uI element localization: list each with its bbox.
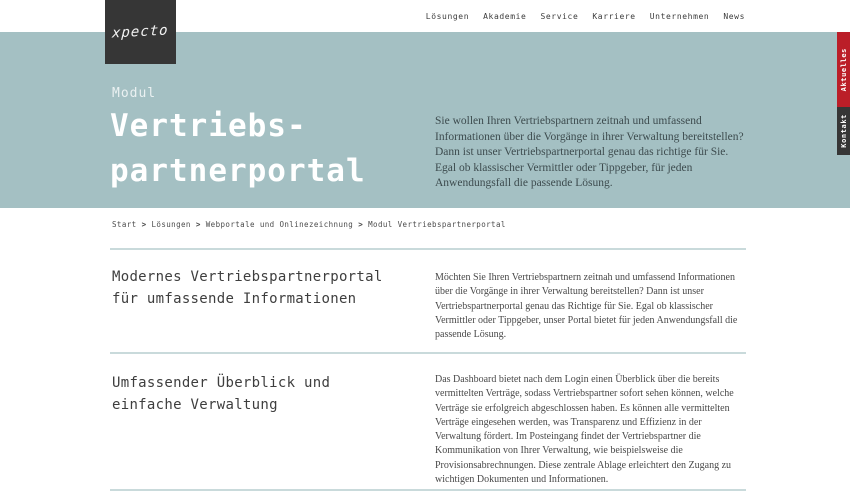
nav-item-loesungen[interactable]: Lösungen (425, 11, 470, 21)
section-heading-ueberblick: Umfassender Überblick und einfache Verwaltung (112, 375, 331, 413)
side-tab-aktuelles[interactable] (837, 32, 850, 107)
breadcrumb (112, 220, 506, 229)
divider (110, 489, 746, 491)
divider (110, 248, 746, 250)
breadcrumb-item-current: Modul Vertriebspartnerportal (368, 220, 506, 229)
logo-text: xpecto (111, 22, 170, 42)
chevron-right-icon: > (141, 220, 147, 229)
section-body-modernes-portal: Möchten Sie Ihren Vertriebspartnern zeitnah und umfassend Informationen über die Vorgänge in ihrer Verwaltung bereitstellen? Dann ist unser Vertriebspartnerportal genau das Richtige für Sie. Egal ob klassischer Vermittler oder Tippgeber, unser Portal bietet für jeden Anwendungsfall die passende Lösung. (435, 272, 738, 341)
divider (110, 352, 746, 354)
side-tab-kontakt-label: Kontakt (839, 114, 848, 148)
breadcrumb-item-start[interactable]: Start (112, 220, 137, 229)
hero-description: Sie wollen Ihren Vertriebspartnern zeitnah und umfassend Informationen über die Vorgänge in ihrer Verwaltung bereitstellen? Dann ist unser Vertriebspartnerportal genau das richtige für Sie. Egal ob klassischer Vermittler oder Tippgeber, für jeden Anwendungsfall die passende Lösung. (435, 115, 744, 189)
nav-item-unternehmen[interactable]: Unternehmen (649, 11, 710, 21)
section-heading-modernes-portal: Modernes Vertriebspartnerportal für umfassende Informationen (112, 269, 383, 307)
side-tab-kontakt[interactable] (837, 107, 850, 155)
chevron-right-icon: > (195, 220, 201, 229)
page-title-line-1: Vertriebs- (110, 108, 307, 144)
hero-eyebrow: Modul (112, 86, 157, 101)
logo[interactable] (105, 0, 176, 64)
nav-item-karriere[interactable]: Karriere (592, 11, 636, 21)
nav-item-news[interactable]: News (723, 11, 745, 21)
nav-item-akademie[interactable]: Akademie (483, 11, 527, 21)
breadcrumb-item-loesungen[interactable]: Lösungen (151, 220, 191, 229)
chevron-right-icon: > (358, 220, 364, 229)
breadcrumb-item-webportale[interactable]: Webportale und Onlinezeichnung (205, 220, 354, 229)
nav-item-service[interactable]: Service (540, 11, 579, 21)
side-tab-aktuelles-label: Aktuelles (839, 47, 848, 92)
main-nav (426, 0, 745, 32)
page-title-line-2: partnerportal (110, 153, 366, 189)
page-title (110, 104, 366, 194)
section-body-ueberblick: Das Dashboard bietet nach dem Login einen Überblick über die bereits vermittelten Verträge, sodass Vertriebspartner sofort sehen können, welche Verträge sie erfolgreich abgeschlossen haben. Es können alle vermittelten Verträge eingesehen werden, was Transparenz und Effizienz in der Verwaltung fördert. Im Posteingang findet der Vertriebspartner die Kommunikation von Ihrer Verwaltung, wie beispielsweise die Provisionsabrechnungen. Diese zentrale Ablage erleichtert den Zugang zu wichtigen Dokumenten und Informationen. (435, 374, 734, 486)
